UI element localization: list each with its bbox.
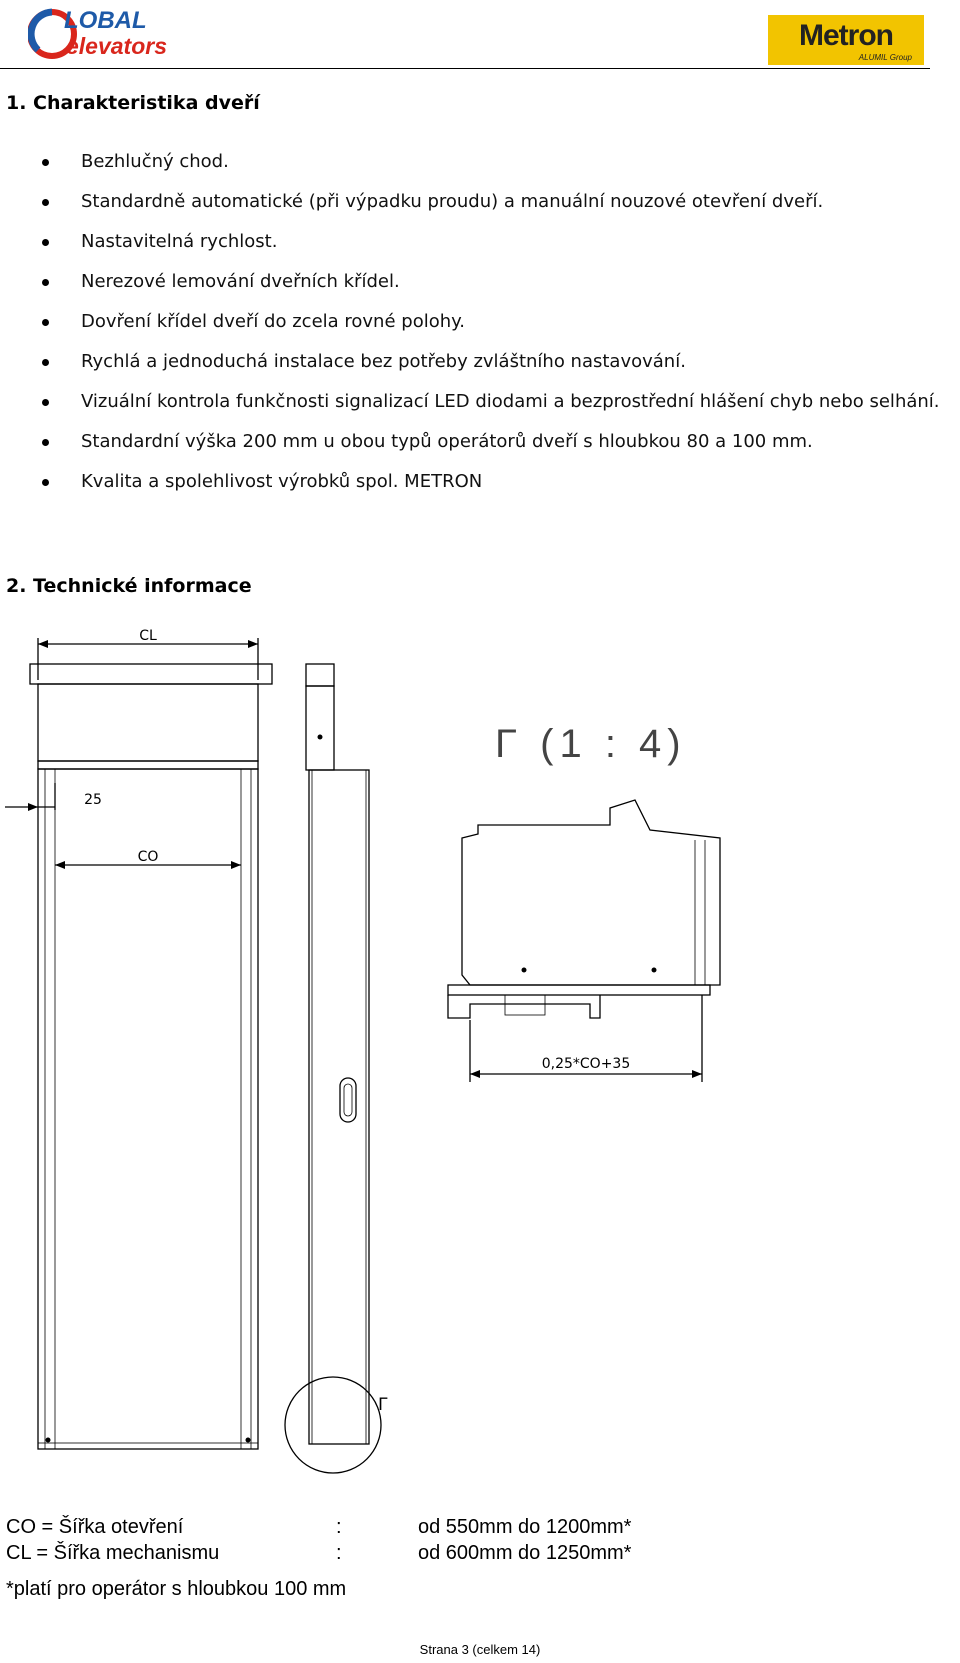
list-item: Standardně automatické (při výpadku proudu) a manuální nouzové otevření dveří. — [0, 190, 960, 213]
bullet-icon — [42, 239, 49, 246]
page-footer: Strana 3 (celkem 14) — [419, 1642, 541, 1657]
formula-dimension-label: 0,25*CO+35 — [541, 1056, 631, 1072]
spec-value: od 600mm do 1250mm* — [418, 1542, 632, 1564]
bullet-icon — [42, 279, 49, 286]
list-item: Nastavitelná rychlost. — [0, 230, 960, 253]
metron-logo — [768, 15, 924, 65]
list-item: Rychlá a jednoduchá instalace bez potřeby zvláštního nastavování. — [0, 350, 960, 373]
bullet-icon — [42, 199, 49, 206]
bullet-icon — [42, 479, 49, 486]
global-elevators-logo — [28, 4, 228, 64]
list-item: Standardní výška 200 mm u obou typů operátorů dveří s hloubkou 80 a 100 mm. — [0, 430, 960, 453]
page-header — [0, 0, 930, 69]
section1-title: 1. Charakteristika dveří — [6, 92, 260, 114]
dim-25-label: 25 — [84, 792, 102, 808]
metron-logo-sub: ALUMIL Group — [858, 53, 912, 62]
svg-text:elevators: elevators — [66, 33, 168, 59]
bullet-icon — [42, 359, 49, 366]
list-item: Kvalita a spolehlivost výrobků spol. METRON — [0, 470, 960, 493]
footnote: *platí pro operátor s hloubkou 100 mm — [6, 1578, 347, 1600]
dim-co-label: CO — [137, 849, 159, 865]
list-item: Nerezové lemování dveřních křídel. — [0, 270, 960, 293]
spec-label: CL = Šířka mechanismu — [6, 1542, 220, 1564]
metron-logo-text: Metron — [799, 19, 893, 52]
detail-marker-label: Γ — [378, 1395, 388, 1415]
bullet-icon — [42, 439, 49, 446]
technical-drawing — [0, 620, 960, 1480]
spec-label: CO = Šířka otevření — [6, 1516, 184, 1538]
detail-view-label: Γ (1 : 4) — [495, 722, 687, 766]
spec-separator: : — [336, 1516, 342, 1538]
bullet-icon — [42, 399, 49, 406]
spec-value: od 550mm do 1200mm* — [418, 1516, 632, 1538]
list-item: Vizuální kontrola funkčnosti signalizací LED diodami a bezprostřední hlášení chyb nebo selhání. — [0, 390, 960, 413]
section2-title: 2. Technické informace — [6, 575, 252, 597]
spec-separator: : — [336, 1542, 342, 1564]
bullet-icon — [42, 319, 49, 326]
bullet-icon — [42, 159, 49, 166]
dim-cl-label: CL — [139, 628, 157, 644]
list-item: Bezhlučný chod. — [0, 150, 960, 173]
features-list — [0, 150, 960, 510]
list-item: Dovření křídel dveří do zcela rovné polohy. — [0, 310, 960, 333]
svg-text:LOBAL: LOBAL — [64, 7, 147, 34]
